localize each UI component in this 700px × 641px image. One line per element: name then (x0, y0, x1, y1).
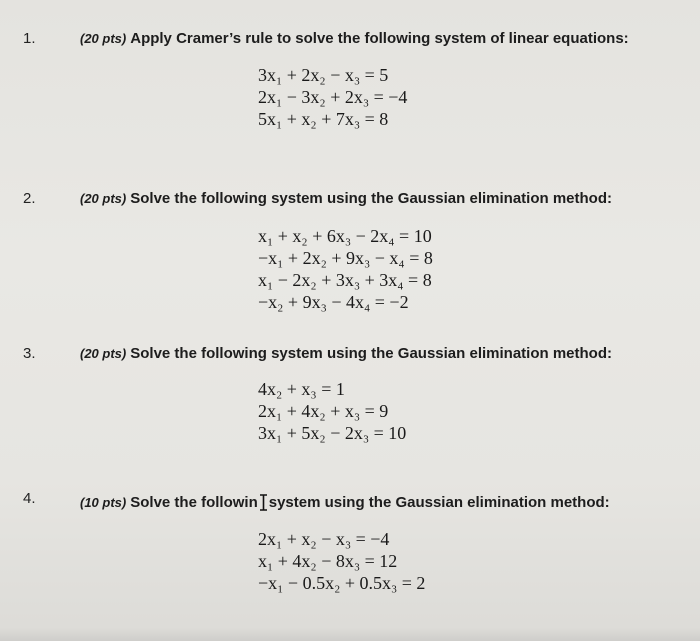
instruction: Solve the following system using the Gaussian elimination method: (130, 190, 612, 207)
equation: 3x₁ + 2x₂ − x₃ = 5 (258, 65, 389, 85)
equation: 2x₁ − 3x₂ + 2x₃ = −4 (258, 87, 408, 107)
equation: 5x₁ + x₂ + 7x₃ = 8 (258, 109, 389, 129)
equation-system (258, 378, 406, 444)
equation-system (258, 528, 425, 594)
points: (20 pts) (80, 346, 127, 361)
points: (20 pts) (80, 31, 127, 46)
problem-number: 4. (23, 490, 36, 507)
problem-heading (80, 190, 612, 207)
problem-number: 2. (23, 190, 36, 207)
problem-heading (80, 345, 612, 362)
text-cursor-icon (259, 494, 268, 511)
equation: x₁ + x₂ + 6x₃ − 2x₄ = 10 (258, 226, 432, 246)
equation: x₁ − 2x₂ + 3x₃ + 3x₄ = 8 (258, 270, 432, 290)
problem-number: 3. (23, 345, 36, 362)
points: (20 pts) (80, 191, 127, 206)
equation: −x₁ + 2x₂ + 9x₃ − x₄ = 8 (258, 248, 433, 268)
equation: −x₁ − 0.5x₂ + 0.5x₃ = 2 (258, 573, 426, 593)
page-bottom-edge (0, 628, 700, 641)
problem-number: 1. (23, 30, 36, 47)
equation: −x₂ + 9x₃ − 4x₄ = −2 (258, 292, 409, 312)
equation: 2x₁ + x₂ − x₃ = −4 (258, 529, 390, 549)
equation-system (258, 225, 433, 313)
instruction: Solve the following system using the Gaussian elimination method: (130, 345, 612, 362)
equation: 4x₂ + x₃ = 1 (258, 379, 345, 399)
equation: 3x₁ + 5x₂ − 2x₃ = 10 (258, 423, 407, 443)
instruction-start: Solve the followin (130, 494, 258, 511)
instruction-end: system using the Gaussian elimination method: (268, 494, 610, 511)
problem-heading (80, 30, 629, 47)
points: (10 pts) (80, 495, 127, 510)
instruction: Apply Cramer’s rule to solve the following system of linear equations: (130, 30, 629, 47)
equation-system (258, 64, 407, 130)
equation: 2x₁ + 4x₂ + x₃ = 9 (258, 401, 389, 421)
problem-heading (80, 490, 610, 511)
equation: x₁ + 4x₂ − 8x₃ = 12 (258, 551, 398, 571)
